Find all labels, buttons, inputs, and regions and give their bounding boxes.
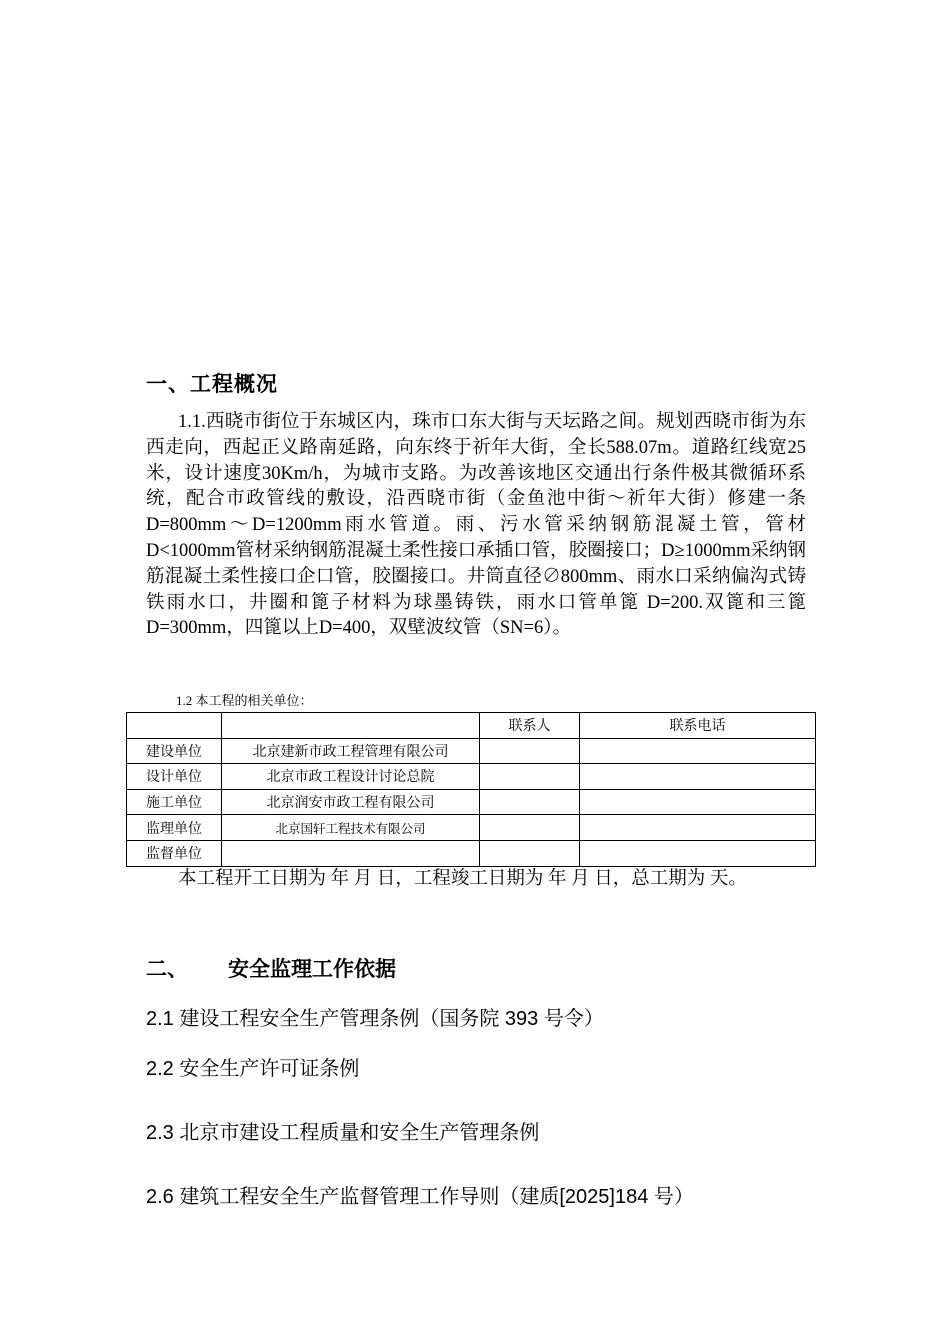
org-cell: 北京市政工程设计讨论总院: [222, 764, 480, 790]
basis-item: 2.6 建筑工程安全生产监督管理工作导则（建质[2025]184 号）: [146, 1186, 694, 1208]
phone-cell: [580, 764, 816, 790]
basis-item: 2.2 安全生产许可证条例: [146, 1058, 360, 1080]
role-cell: 建设单位: [127, 738, 222, 764]
contact-cell: [480, 738, 580, 764]
header-cell-phone: 联系电话: [580, 713, 816, 739]
org-cell: [222, 840, 480, 866]
basis-item: 2.3 北京市建设工程质量和安全生产管理条例: [146, 1122, 540, 1144]
role-cell: 设计单位: [127, 764, 222, 790]
related-units-caption: 1.2 本工程的相关单位：: [176, 693, 313, 708]
table-row: [127, 840, 816, 866]
related-units-table: [126, 712, 816, 867]
section-1-heading: 一、工程概况: [146, 372, 278, 396]
schedule-paragraph: 本工程开工日期为 年 月 日，工程竣工日期为 年 月 日，总工期为 天。: [178, 869, 747, 889]
role-cell: 施工单位: [127, 789, 222, 815]
table-header-row: [127, 713, 816, 739]
role-cell: 监督单位: [127, 840, 222, 866]
contact-cell: [480, 840, 580, 866]
section-2-title: 安全监理工作依据: [228, 957, 396, 981]
section-2-number: 二、: [146, 957, 188, 981]
table-row: [127, 815, 816, 841]
phone-cell: [580, 840, 816, 866]
basis-item: 2.1 建设工程安全生产管理条例（国务院 393 号令）: [146, 1008, 604, 1030]
header-cell-org: [222, 713, 480, 739]
phone-cell: [580, 738, 816, 764]
header-cell-role: [127, 713, 222, 739]
section-2-heading: [146, 953, 396, 983]
contact-cell: [480, 789, 580, 815]
org-cell: 北京润安市政工程有限公司: [222, 789, 480, 815]
phone-cell: [580, 789, 816, 815]
contact-cell: [480, 764, 580, 790]
table-row: [127, 764, 816, 790]
contact-cell: [480, 815, 580, 841]
org-cell: 北京国轩工程技术有限公司: [222, 815, 480, 841]
table-row: [127, 789, 816, 815]
table-row: [127, 738, 816, 764]
role-cell: 监理单位: [127, 815, 222, 841]
phone-cell: [580, 815, 816, 841]
header-cell-contact: 联系人: [480, 713, 580, 739]
project-overview-paragraph: 1.1.西晓市街位于东城区内，珠市口东大街与天坛路之间。规划西晓市街为东西走向，西起正义路南延路，向东终于祈年大街，全长588.07m。道路红线宽25米，设计速度30Km/h，为城市支路。为改善该地区交通出行条件极其微循环系统，配合市政管线的敷设，沿西晓市街（金鱼池中街～祈年大街）修建一条 D=800mm～D=1200mm雨水管道。雨、污水管采纳钢筋混凝土管，管材D<1000mm管材采纳钢筋混凝土柔性接口承插口管，胶圈接口；D≥1000mm采纳钢筋混凝土柔性接口企口管，胶圈接口。井筒直径∅800mm、雨水口采纳偏沟式铸铁雨水口，井圈和篦子材料为球墨铸铁，雨水口管单篦 D=200.双篦和三篦 D=300mm，四篦以上D=400，双壁波纹管（SN=6）。: [146, 412, 806, 639]
org-cell: 北京建新市政工程管理有限公司: [222, 738, 480, 764]
